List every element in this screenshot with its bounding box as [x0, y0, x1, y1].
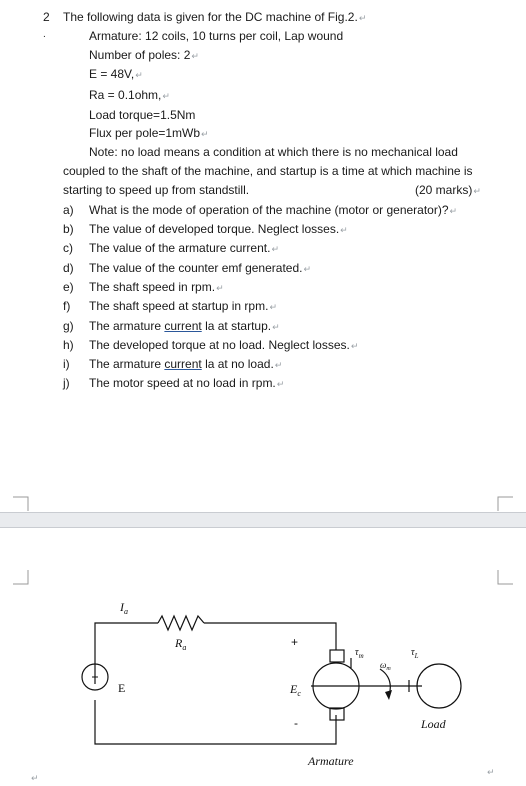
item-text-b: The value of developed torque. Neglect losses.↵ — [89, 222, 348, 236]
brush-bottom — [330, 708, 344, 720]
page-break-gap — [0, 512, 526, 528]
item-letter-d: d) — [63, 261, 74, 275]
label-tm: $\tau_m$ — [355, 647, 364, 660]
question-number: 2 — [43, 10, 50, 24]
label-e: E — [118, 681, 126, 695]
note-line-2: coupled to the shaft of the machine, and startup is a time at which machine is — [63, 164, 473, 178]
dc-machine-circuit-figure — [0, 528, 526, 784]
speed-arrow-head — [385, 690, 392, 700]
item-text-f: The shaft speed at startup in rpm.↵ — [89, 299, 277, 313]
item-letter-b: b) — [63, 222, 74, 236]
item-text-i: The armature current la at no load.↵ — [89, 357, 283, 371]
item-letter-f: f) — [63, 299, 71, 313]
label-plus: + — [291, 635, 299, 649]
data-line-load-torque: Load torque=1.5Nm — [89, 108, 196, 122]
paragraph-mark-left: ↵ — [31, 773, 39, 783]
spellcheck-underlined-word: current — [164, 357, 202, 371]
label-load: Load — [421, 717, 446, 731]
label-wm: $\omega_m$ — [380, 660, 391, 672]
question-intro: The following data is given for the DC machine of Fig.2.↵ — [63, 10, 367, 24]
item-letter-i: i) — [63, 357, 70, 371]
item-letter-h: h) — [63, 338, 74, 352]
item-letter-g: g) — [63, 319, 74, 333]
item-text-a: What is the mode of operation of the machine (motor or generator)?↵ — [89, 203, 458, 217]
label-tl: $\tau_L$ — [411, 647, 419, 660]
wire-left-bottom — [95, 700, 336, 744]
label-minus: - — [294, 716, 298, 730]
data-line-poles: Number of poles: 2↵ — [89, 48, 199, 62]
item-letter-j: j) — [63, 376, 70, 390]
spellcheck-underlined-word: current — [164, 319, 202, 333]
question-dot: . — [43, 29, 46, 40]
label-ec: $E_c$ — [290, 682, 301, 698]
wire-top-left — [95, 623, 158, 684]
item-text-e: The shaft speed in rpm.↵ — [89, 280, 224, 294]
item-text-j: The motor speed at no load in rpm.↵ — [89, 376, 285, 390]
resistor — [158, 616, 204, 630]
item-letter-a: a) — [63, 203, 74, 217]
wire-top-right — [204, 623, 336, 650]
source-plus-sign — [92, 674, 98, 680]
data-line-armature: Armature: 12 coils, 10 turns per coil, Lap wound — [89, 29, 344, 43]
note-line-3: starting to speed up from standstill. — [63, 183, 250, 197]
data-line-flux: Flux per pole=1mWb↵ — [89, 126, 209, 140]
label-ra: $R_a$ — [175, 636, 187, 652]
data-line-emf: E = 48V,↵ — [89, 67, 143, 81]
paragraph-mark-right: ↵ — [487, 767, 495, 777]
data-line-resistance: Ra = 0.1ohm,↵ — [89, 88, 170, 102]
crop-mark-bottom-left — [13, 496, 29, 512]
item-letter-c: c) — [63, 241, 73, 255]
item-text-d: The value of the counter emf generated.↵ — [89, 261, 312, 275]
item-text-g: The armature current la at startup.↵ — [89, 319, 280, 333]
brush-top — [330, 650, 344, 662]
item-letter-e: e) — [63, 280, 74, 294]
crop-mark-bottom-right — [497, 496, 513, 512]
note-line-1: Note: no load means a condition at which there is no mechanical load — [89, 145, 458, 159]
label-ia: $I_a$ — [120, 600, 128, 616]
load-wheel — [417, 664, 461, 708]
item-text-c: The value of the armature current.↵ — [89, 241, 279, 255]
item-text-h: The developed torque at no load. Neglect losses.↵ — [89, 338, 359, 352]
marks-label: (20 marks)↵ — [415, 183, 481, 197]
label-armature: Armature — [308, 754, 354, 768]
